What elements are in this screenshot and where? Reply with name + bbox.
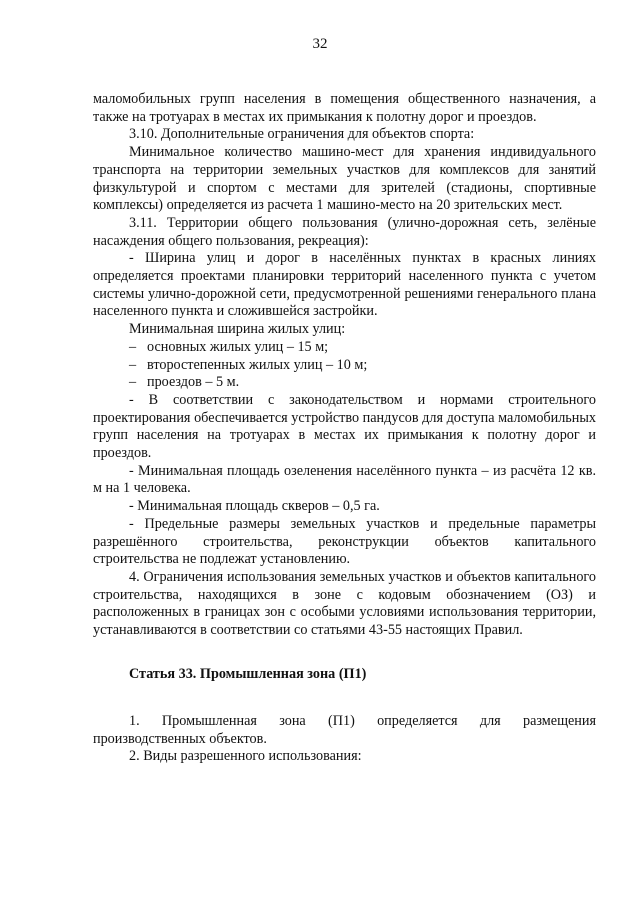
paragraph-restrictions: 4. Ограничения использования земельных участков и объектов капитального строительства, находящихся в зоне с кодовым обозначением (ОЗ) и расположенных в границах зон с особыми условиями использования территории, устанавливаются в соответствии со статьями 43-55 настоящих Правил.	[93, 568, 596, 639]
article-heading: Статья 33. Промышленная зона (П1)	[129, 666, 367, 682]
paragraph-ramps: - В соответствии с законодательством и нормами строительного проектирования обеспечивается устройство пандусов для доступа маломобильных групп населения на тротуарах в местах их примыкания к полотну дорог и проездов.	[93, 391, 596, 462]
paragraph-continuation: маломобильных групп населения в помещения общественного назначения, а также на тротуарах в местах их примыкания к полотну дорог и проездов.	[93, 91, 596, 125]
paragraph-greenery: - Минимальная площадь озеленения населённого пункта – из расчёта 12 кв. м на 1 человека.	[93, 462, 596, 497]
list-dash: –	[129, 356, 137, 373]
list-dash: –	[129, 374, 137, 391]
list-item	[93, 374, 596, 392]
list-item-text: проездов – 5 м.	[147, 374, 240, 391]
list-item	[93, 339, 596, 357]
street-width-list	[93, 339, 596, 392]
paragraph-street-width: - Ширина улиц и дорог в населённых пунктах в красных линиях определяется проектами планировки территорий населенного пункта с учетом системы улично-дорожной сети, предусмотренной решениями генерального плана населенного пункта и сложившейся застройки.	[93, 250, 596, 320]
paragraph-limits: - Предельные размеры земельных участков и предельные параметры разрешённого строительства, реконструкции объектов капитального строительства не подлежат установлению.	[93, 515, 596, 568]
body-text	[93, 91, 596, 640]
paragraph-zone-definition: 1. Промышленная зона (П1) определяется для размещения производственных объектов.	[93, 713, 596, 747]
paragraph-permitted-uses: 2. Виды разрешенного использования:	[129, 748, 362, 765]
page-number: 32	[312, 36, 328, 52]
list-dash: –	[129, 338, 137, 355]
paragraph-3-10: 3.10. Дополнительные ограничения для объектов спорта:	[129, 126, 475, 143]
article-body	[93, 713, 596, 766]
list-item-text: основных жилых улиц – 15 м;	[147, 338, 329, 355]
list-item	[93, 357, 596, 375]
list-item-text: второстепенных жилых улиц – 10 м;	[147, 356, 368, 373]
paragraph-min-street-width: Минимальная ширина жилых улиц:	[129, 321, 346, 338]
paragraph-3-11: 3.11. Территории общего пользования (улично-дорожная сеть, зелёные насаждения общего пользования, рекреация):	[93, 214, 596, 249]
paragraph-squares: - Минимальная площадь скверов – 0,5 га.	[129, 498, 380, 515]
paragraph-parking-requirement: Минимальное количество машино-мест для хранения индивидуального транспорта на территории земельных участков для комплексов для занятий физкультурой и спортом с местами для зрителей (стадионы, спортивные комплексы) определяется из расчета 1 машино-место на 20 зрительских мест.	[93, 144, 596, 214]
